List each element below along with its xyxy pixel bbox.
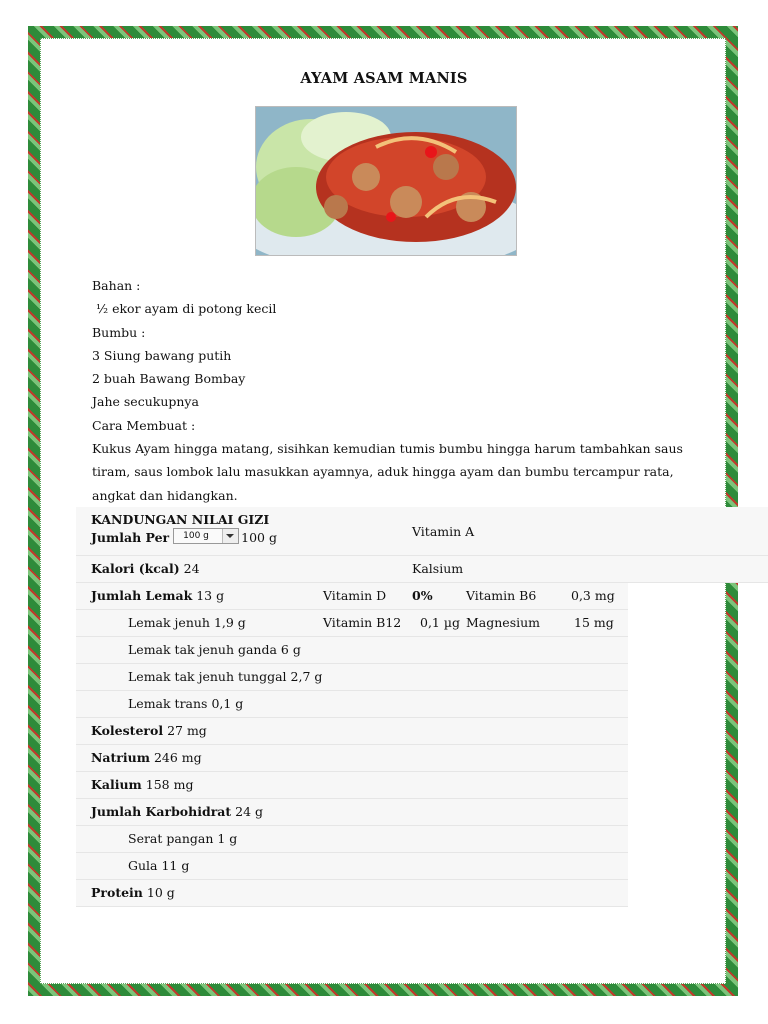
vitamin-a-label: Vitamin A [412, 524, 475, 539]
kalium-row [76, 772, 628, 799]
per-value: 100 g [241, 530, 277, 545]
lemak-trans-row [76, 691, 628, 718]
natrium-value: 246 mg [153, 750, 202, 765]
per-label: Jumlah Per [91, 530, 170, 545]
serat: Serat pangan 1 g [128, 831, 238, 846]
lemak-ganda: Lemak tak jenuh ganda 6 g [128, 642, 301, 657]
lemak-tunggal: Lemak tak jenuh tunggal 2,7 g [128, 669, 323, 684]
bumbu-label: Bumbu : [92, 324, 146, 340]
per-select[interactable]: 100 g [173, 528, 239, 544]
protein-value: 10 g [146, 885, 175, 900]
vitamin-d-value: 0% [412, 588, 433, 603]
bumbu-item: 2 buah Bawang Bombay [92, 371, 246, 387]
natrium-row [76, 745, 628, 772]
nutrition-header-row [76, 507, 768, 556]
vitamin-b12-label: Vitamin B12 [323, 615, 402, 630]
lemak-label: Jumlah Lemak [91, 588, 193, 603]
magnesium-value: 15 mg [574, 615, 614, 630]
cara-text: Kukus Ayam hingga matang, sisihkan kemudian tumis bumbu hingga harum tambahkan saus tiram, saus lombok lalu masukkan ayamnya, aduk hingga ayam dan bumbu tercampur rata, angkat dan hidangkan. [92, 441, 683, 503]
protein-row [76, 880, 628, 907]
kalori-value: 24 [183, 561, 200, 576]
bahan-label: Bahan : [92, 278, 141, 293]
bumbu-item: 3 Siung bawang putih [92, 347, 232, 363]
kolesterol-value: 27 mg [167, 723, 207, 738]
bahan-item: ½ ekor ayam di potong kecil [95, 301, 277, 317]
lemak-trans: Lemak trans 0,1 g [128, 696, 244, 711]
kalium-label: Kalium [91, 777, 142, 792]
serat-row [76, 826, 628, 853]
nutrition-heading: KANDUNGAN NILAI GIZI [91, 512, 270, 527]
gula: Gula 11 g [128, 858, 190, 873]
lemak-tunggal-row [76, 664, 628, 691]
vitamin-d-label: Vitamin D [323, 588, 387, 603]
vitamin-b6-value: 0,3 mg [571, 588, 615, 603]
recipe-title: AYAM ASAM MANIS [300, 70, 468, 87]
kalium-value: 158 mg [145, 777, 194, 792]
magnesium-label: Magnesium [466, 615, 541, 630]
karbohidrat-value: 24 g [235, 804, 264, 819]
karbohidrat-label: Jumlah Karbohidrat [91, 804, 232, 819]
kalsium-label: Kalsium [412, 561, 464, 576]
natrium-label: Natrium [91, 750, 150, 765]
lemak-ganda-row [76, 637, 628, 664]
protein-label: Protein [91, 885, 143, 900]
lemak-jenuh-row [76, 610, 628, 637]
lemak-jenuh: Lemak jenuh 1,9 g [128, 615, 246, 630]
vitamin-b6-label: Vitamin B6 [466, 588, 537, 603]
nutrition-table [76, 507, 768, 907]
bumbu-item: Jahe secukupnya [92, 394, 199, 410]
karbohidrat-row [76, 799, 628, 826]
kolesterol-label: Kolesterol [91, 723, 164, 738]
dish-photo [255, 106, 517, 256]
vitamin-b12-value: 0,1 µg [420, 615, 460, 630]
gula-row [76, 853, 628, 880]
cara-label: Cara Membuat : [92, 417, 196, 433]
kalori-row [76, 556, 768, 583]
lemak-value: 13 g [196, 588, 225, 603]
recipe-text [92, 274, 692, 507]
lemak-row [76, 583, 628, 610]
kolesterol-row [76, 718, 628, 745]
kalori-label: Kalori (kcal) [91, 561, 180, 576]
chevron-down-icon [222, 529, 238, 543]
